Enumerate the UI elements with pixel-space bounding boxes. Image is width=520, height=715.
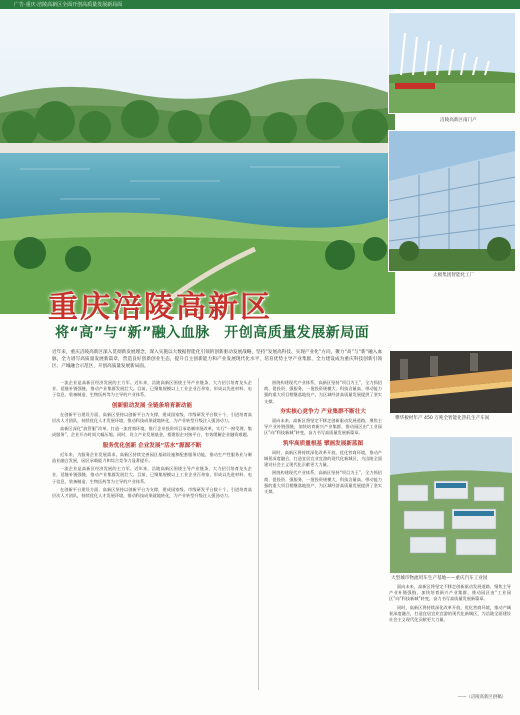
- paragraph: 一流企业是高新区经济发展的主力军。近年来，涪陵高新区围绕主导产业链条，大力招引培育龙头企业，延链补链强链，推动产业集群发展壮大。目前，已聚集规模以上工业企业百余家，形成以先进材料、电子信息、装备制造、生物医药等为主导的产业体系。: [52, 466, 252, 484]
- paragraph: 面向未来，高新区将坚定不移走创新驱动发展道路，聚焦主导产业补链强链，加快培育新兴产业集群，推动园区由“工业园区”向“科技新城”转变，奋力书写高质量发展新篇章。: [264, 418, 382, 436]
- paragraph: 同时，高新区将持续深化改革开放，优化营商环境，推动产城景深度融合，打造宜居宜业宜游的现代化新城区，为涪陵全面建设社会主义现代化贡献更大力量。: [389, 604, 511, 623]
- hero-photo-lake-park: [0, 9, 395, 314]
- paragraph: 一流企业是高新区经济发展的主力军。近年来，涪陵高新区围绕主导产业链条，大力招引培育龙头企业，延链补链强链，推动产业集群发展壮大。目前，已聚集规模以上工业企业百余家，形成以先进材料、电子信息、装备制造、生物医药等为主导的产业体系。: [52, 380, 252, 398]
- paragraph: 近年来，为服务企业发展需求，高新区持续完善园区基础设施和配套服务功能，推动生产性服务业与制造业融合发展，园区承载能力和综合竞争力显著提升。: [52, 451, 252, 464]
- section-heading-2: 服务优化创新 企业发展“活水”源源不断: [102, 442, 202, 449]
- factory-illustration: [389, 131, 515, 271]
- caption-gate: 涪陵高新区南门户: [440, 118, 477, 123]
- photo-steel: [389, 350, 513, 414]
- header-strip-text: 广告·重庆·涪陵高新区全面开创高质量发展新局面: [14, 2, 123, 8]
- footer-note: ——（涪陵高新区供稿）: [457, 695, 506, 700]
- page-subtitle: 将“高”与“新”融入血脉 开创高质量发展新局面: [55, 325, 370, 341]
- paragraph: 在创新平台建设方面，高新区坚持以创新平台为支撑，建成国家级、市级研发平台数十个，引进培育高层次人才团队，持续优化人才发展环境，推动科技成果就地转化，为产业转型升级注入强劲动力。: [52, 486, 252, 499]
- photo-tech-zone: [389, 436, 513, 574]
- section-heading-4: 筑牢高质量根基 擘画发展新蓝图: [282, 440, 364, 447]
- section-heading-3: 夯实核心竞争力 产业集群不断壮大: [280, 408, 366, 415]
- paragraph: 高新区深化“放管服”改革，打造一流营商环境，推行企业投资项目承诺制审批改革，实行“一窗受理、集成服务”，企业开办时间大幅压缩。同时，设立产业发展基金，搭建银企对接平台，有效缓解企业融资难题。: [52, 426, 252, 438]
- caption-tech-zone: 大型城市物流用车生产基地——重庆汽车工业园: [391, 576, 488, 581]
- body-column-middle: [264, 380, 382, 690]
- section-heading-1: 创新驱动发展 全链条培育新动能: [111, 402, 193, 409]
- steel-illustration: [390, 351, 512, 413]
- paragraph: 围绕构建现代产业体系，高新区坚持“项目为王”，全力抓招商、促投资、强服务，一批投资规模大、科技含量高、带动能力强的重大项目相继落地投产，为区域经济高质量发展提供了坚实支撑。: [264, 470, 382, 495]
- gate-illustration: [389, 13, 515, 113]
- photo-gate: [388, 12, 516, 114]
- header-strip: [0, 0, 520, 9]
- paragraph: 在创新平台建设方面，高新区坚持以创新平台为支撑，建成国家级、市级研发平台数十个，引进培育高层次人才团队，持续优化人才发展环境，推动科技成果就地转化，为产业转型升级注入强劲动力。: [52, 411, 252, 424]
- caption-factory: 太极集团智能化工厂: [433, 273, 475, 278]
- paragraph: 面向未来，高新区将坚定不移走创新驱动发展道路，聚焦主导产业补链强链，加快培育新兴产业集群，推动园区由“工业园区”向“科技新城”转变，奋力书写高质量发展新篇章。: [389, 584, 511, 602]
- paragraph: 围绕构建现代产业体系，高新区坚持“项目为王”，全力抓招商、促投资、强服务，一批投资规模大、科技含量高、带动能力强的重大项目相继落地投产，为区域经济高质量发展提供了坚实支撑。: [264, 380, 382, 404]
- paragraph: 同时，高新区将持续深化改革开放，优化营商环境，推动产城景深度融合，打造宜居宜业宜游的现代化新城区，为涪陵全面建设社会主义现代化贡献更大力量。: [264, 449, 382, 468]
- lake-park-illustration: [0, 9, 395, 314]
- body-column-right: [389, 584, 511, 690]
- caption-steel: 攀华板材年产 450 万吨全智能化热轧生产车间: [395, 416, 490, 421]
- tech-zone-illustration: [390, 437, 512, 573]
- photo-factory: [388, 130, 516, 272]
- column-divider: [258, 378, 259, 690]
- intro-paragraph: 近年来，重庆涪陵高新区深入贯彻新发展理念，深入实施以大数据智能化引领的创新驱动发展战略，坚持“发展高科技、实现产业化”方向，聚力“高”与“新”融入血脉，全力谱写高质量发展新篇章，营造良好创新创业生态，提升自主创新能力和产业发展现代化水平，培育优势主导产业集群，全力建设成为重庆科技创新引领区、产城融合示范区，开创高质量发展新局面。: [52, 350, 382, 369]
- page-title: 重庆涪陵高新区: [48, 290, 272, 325]
- body-column-left: [52, 380, 252, 690]
